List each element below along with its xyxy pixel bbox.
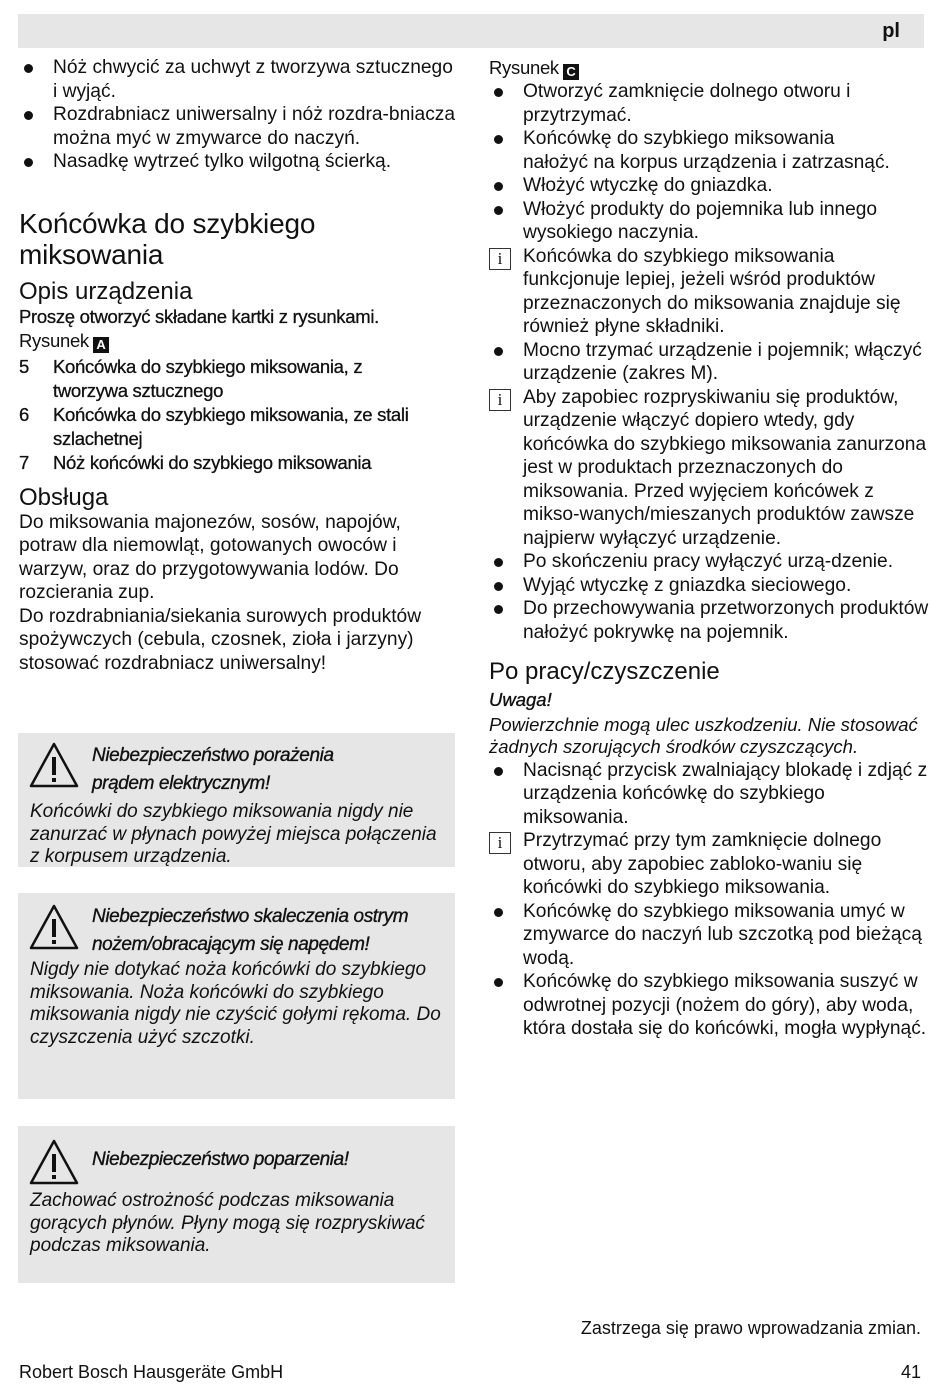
page-number: 41	[900, 1362, 921, 1382]
caution-text: Powierzchnie mogą ulec uszkodzeniu. Nie stosować żadnych szorujących środków czyszczących.	[489, 713, 918, 757]
list-item: 5 Końcówka do szybkiego miksowania, z tworzywa sztucznego	[19, 355, 363, 401]
description-heading: Opis urządzenia	[19, 277, 193, 305]
list-item: Końcówkę do szybkiego miksowania suszyć w odwrotnej pozycji (nożem do góry), aby woda, która dostała się do końcówki, mogła wypłynąć.	[489, 970, 929, 1041]
warning-triangle-icon	[28, 1138, 80, 1186]
list-item: Włożyć produkty do pojemnika lub innego wysokiego naczynia.	[489, 198, 929, 245]
warning-heading: Niebezpieczeństwo porażenia prądem elektrycznym!	[92, 745, 334, 794]
bullet-icon	[494, 767, 503, 776]
list-item: 7 Nóż końcówki do szybkiego miksowania	[19, 451, 372, 473]
info-icon: i	[489, 248, 511, 270]
parts-list	[19, 355, 459, 475]
info-icon: i	[489, 832, 511, 854]
info-icon: i	[489, 389, 511, 411]
bullet-icon	[494, 582, 503, 591]
list-item: Otworzyć zamknięcie dolnego otworu i przytrzymać.	[489, 80, 929, 127]
bullet-icon	[24, 64, 33, 73]
list-item: Nacisnąć przycisk zwalniający blokadę i zdjąć z urządzenia końcówkę do szybkiego miksowania.	[489, 759, 929, 830]
warning-heading: Niebezpieczeństwo poparzenia!	[92, 1149, 349, 1170]
description-hint: Proszę otworzyć składane kartki z rysunkami.	[19, 305, 380, 327]
bullet-icon	[494, 908, 503, 917]
left-column	[19, 56, 459, 675]
list-item: Po skończeniu pracy wyłączyć urzą-dzenie.	[489, 550, 929, 574]
bullet-icon	[494, 135, 503, 144]
list-item: Końcówkę do szybkiego miksowania umyć w zmywarce do naczyń lub szczotką pod bieżącą wodą.	[489, 900, 929, 971]
bullet-icon	[494, 605, 503, 614]
bullet-icon	[494, 88, 503, 97]
list-item: Wyjąć wtyczkę z gniazdka sieciowego.	[489, 574, 929, 598]
list-item: Włożyć wtyczkę do gniazdka.	[489, 174, 929, 198]
list-item: Rozdrabniacz uniwersalny i nóż rozdra-bniacza można myć w zmywarce do naczyń.	[19, 103, 459, 150]
usage-paragraph: Do miksowania majonezów, sosów, napojów, potraw dla niemowląt, gotowanych owoców i warzyw, oraz do przygotowywania lodów. Do rozcierania zup.	[19, 511, 401, 603]
warning-box	[18, 893, 455, 1099]
disclaimer-note: Zastrzega się prawo wprowadzania zmian.	[580, 1318, 921, 1338]
bullet-icon	[494, 558, 503, 567]
language-code: pl	[882, 20, 900, 42]
warning-triangle-icon	[28, 741, 80, 789]
warning-text: Końcówki do szybkiego miksowania nigdy nie zanurzać w płynach powyżej miejsca połączenia z korpusem urządzenia.	[30, 801, 437, 867]
section-title: Końcówka do szybkiego miksowania	[19, 207, 316, 270]
warning-box	[18, 1126, 455, 1283]
bullet-icon	[24, 158, 33, 167]
list-item: Nasadkę wytrzeć tylko wilgotną ścierką.	[19, 150, 459, 174]
list-item: Mocno trzymać urządzenie i pojemnik; włączyć urządzenie (zakres M).	[489, 339, 929, 386]
info-note: i Aby zapobiec rozpryskiwaniu się produktów, urządzenie włączyć dopiero wtedy, gdy końcówka do szybkiego miksowania zanurzona jest w produktach przeznaczonych do miksowania. Przed wyjęciem końcówek z mikso-wanych/mieszanych produktów zawsze najpierw wyłączyć urządzenie.	[489, 386, 929, 551]
usage-heading: Obsługa	[19, 483, 109, 511]
warning-triangle-icon	[28, 903, 80, 951]
bullet-icon	[494, 182, 503, 191]
bullet-icon	[494, 206, 503, 215]
intro-bullet-list	[19, 56, 459, 174]
caution-label: Uwaga!	[489, 689, 552, 710]
cleaning-steps-list	[489, 759, 929, 1041]
header-bar	[18, 14, 924, 48]
warning-box	[18, 733, 455, 867]
usage-steps-list	[489, 80, 929, 644]
right-column	[489, 56, 929, 1041]
list-item: Końcówkę do szybkiego miksowania nałożyć na korpus urządzenia i zatrzasnąć.	[489, 127, 929, 174]
list-item: Nóż chwycić za uchwyt z tworzywa sztucznego i wyjąć.	[19, 56, 459, 103]
bullet-icon	[494, 978, 503, 987]
warning-text: Zachować ostrożność podczas miksowania gorących płynów. Płyny mogą się rozpryskiwać podczas miksowania.	[30, 1190, 425, 1256]
bullet-icon	[494, 347, 503, 356]
info-note: i Przytrzymać przy tym zamknięcie dolnego otworu, aby zapobiec zabloko-waniu się końcówki do szybkiego miksowania.	[489, 829, 929, 900]
footer-company: Robert Bosch Hausgeräte GmbH	[19, 1362, 284, 1382]
cleaning-heading: Po pracy/czyszczenie	[489, 658, 720, 685]
figure-letter-badge: C	[563, 64, 579, 80]
figure-letter-badge: A	[93, 337, 109, 353]
info-note: i Końcówka do szybkiego miksowania funkcjonuje lepiej, jeżeli wśród produktów przeznaczonych do miksowania znajduje się również płyne składniki.	[489, 245, 929, 339]
usage-paragraph: Do rozdrabniania/siekania surowych produktów spożywczych (cebula, czosnek, zioła i jarzyny) stosować rozdrabniacz uniwersalny!	[19, 605, 422, 674]
list-item: Do przechowywania przetworzonych produktów nałożyć pokrywkę na pojemnik.	[489, 597, 929, 644]
figure-reference: Rysunek A	[19, 329, 459, 353]
warning-heading: Niebezpieczeństwo skaleczenia ostrym nożem/obracającym się napędem!	[92, 906, 409, 955]
warning-text: Nigdy nie dotykać noża końcówki do szybkiego miksowania. Noża końcówki do szybkiego miksowania nigdy nie czyścić gołymi rękoma. Do czyszczenia użyć szczotki.	[30, 959, 441, 1048]
bullet-icon	[24, 111, 33, 120]
figure-reference: Rysunek C	[489, 56, 929, 80]
list-item: 6 Końcówka do szybkiego miksowania, ze stali szlachetnej	[19, 403, 409, 449]
